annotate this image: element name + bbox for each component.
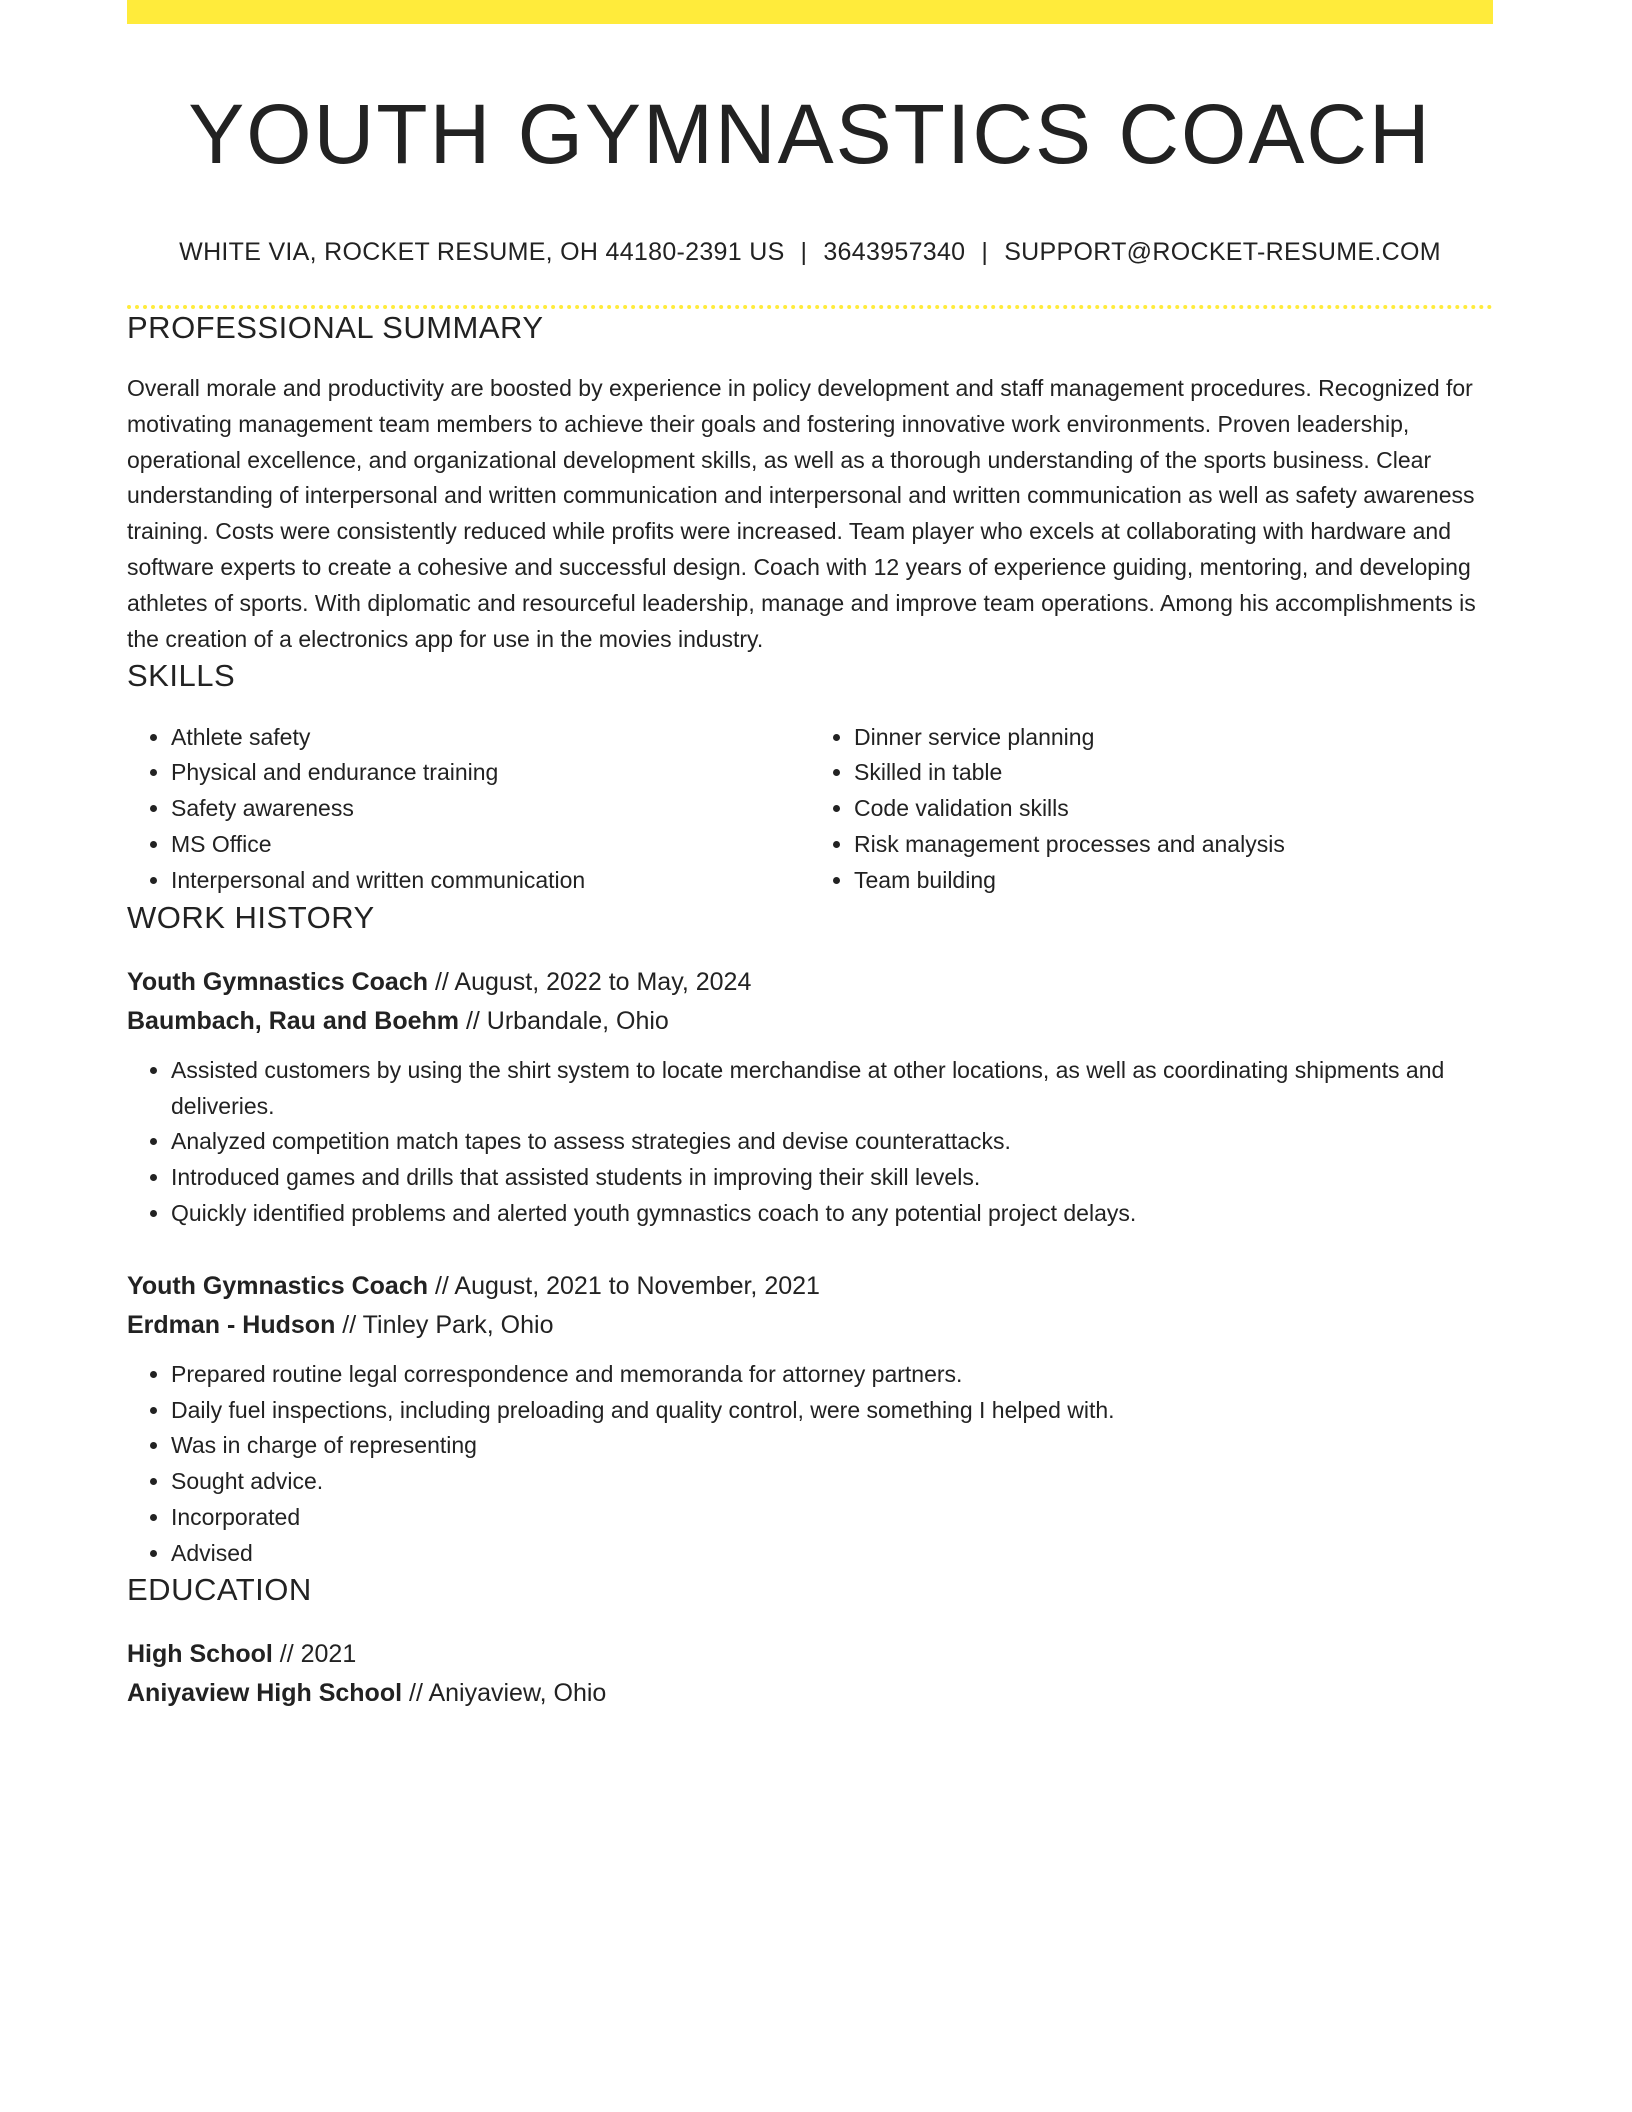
top-accent-bar (127, 0, 1493, 24)
list-item: • Incorporated (171, 1500, 1493, 1536)
skill-item: • Team building (854, 863, 1493, 899)
list-item: • Analyzed competition match tapes to assess strategies and devise counterattacks. (171, 1124, 1493, 1160)
skills-heading: SKILLS (127, 658, 236, 694)
job-location: // Tinley Park, Ohio (335, 1310, 554, 1339)
list-item: • Daily fuel inspections, including preloading and quality control, were something I helped with. (171, 1393, 1493, 1429)
contact-email: SUPPORT@ROCKET-RESUME.COM (1004, 237, 1441, 266)
summary-heading: PROFESSIONAL SUMMARY (127, 309, 544, 345)
skills-column-left (127, 720, 810, 899)
contact-phone: 3643957340 (823, 237, 966, 266)
list-item: • Quickly identified problems and alerted youth gymnastics coach to any potential project delays. (171, 1196, 1493, 1232)
contact-address: WHITE VIA, ROCKET RESUME, OH 44180-2391 US (179, 237, 785, 266)
work-history-heading: WORK HISTORY (127, 899, 375, 935)
skills-column-right (810, 720, 1493, 899)
list-item: • Assisted customers by using the shirt system to locate merchandise at other locations, as well as coordinating shipments and deliveries. (171, 1053, 1493, 1125)
job-bullets (127, 1053, 1493, 1232)
list-item: • Advised (171, 1536, 1493, 1572)
list-item: • Introduced games and drills that assisted students in improving their skill levels. (171, 1160, 1493, 1196)
summary-text: Overall morale and productivity are boosted by experience in policy development and staff management procedures. Recognized for motivating management team members to achieve their goals and fostering innovative work environments. Proven leadership, operational excellence, and organizational development skills, as well as a thorough understanding of the sports business. Clear understanding of interpersonal and written communication and interpersonal and written communication as well as safety awareness training. Costs were consistently reduced while profits were increased. Team player who excels at collaborating with hardware and software experts to create a cohesive and successful design. Coach with 12 years of experience guiding, mentoring, and developing athletes of sports. With diplomatic and resourceful leadership, manage and improve team operations. Among his accomplishments is the creation of a electronics app for use in the movies industry. (127, 374, 1476, 652)
list-item: • Was in charge of representing (171, 1428, 1493, 1464)
education-location: // Aniyaview, Ohio (402, 1678, 607, 1707)
resume-page (127, 0, 1493, 1713)
skill-item: • Risk management processes and analysis (854, 827, 1493, 863)
job-bullets (127, 1357, 1493, 1572)
page-title: YOUTH GYMNASTICS COACH (188, 87, 1432, 181)
skill-item: • Interpersonal and written communication (171, 863, 810, 899)
education-school-line (127, 1674, 1493, 1713)
contact-line (127, 237, 1493, 267)
job-company: Baumbach, Rau and Boehm (127, 1006, 459, 1035)
education-heading: EDUCATION (127, 1572, 312, 1608)
job-role: Youth Gymnastics Coach (127, 967, 428, 996)
job-title-line (127, 1267, 1493, 1306)
contact-separator: | (981, 237, 989, 266)
list-item: • Sought advice. (171, 1464, 1493, 1500)
education-degree: High School (127, 1639, 273, 1668)
skills-grid (127, 720, 1493, 899)
job-company-line (127, 1306, 1493, 1345)
job-dates: // August, 2021 to November, 2021 (428, 1271, 820, 1300)
job-dates: // August, 2022 to May, 2024 (428, 967, 752, 996)
list-item: • Prepared routine legal correspondence and memoranda for attorney partners. (171, 1357, 1493, 1393)
job-company: Erdman - Hudson (127, 1310, 336, 1339)
job-role: Youth Gymnastics Coach (127, 1271, 428, 1300)
contact-separator: | (800, 237, 808, 266)
education-school: Aniyaview High School (127, 1678, 403, 1707)
skill-item: • Skilled in table (854, 755, 1493, 791)
education-year: // 2021 (272, 1639, 357, 1668)
skill-item: • Code validation skills (854, 791, 1493, 827)
skill-item: • Safety awareness (171, 791, 810, 827)
education-degree-line (127, 1635, 1493, 1674)
job-company-line (127, 1002, 1493, 1041)
job-title-line (127, 963, 1493, 1002)
skill-item: • MS Office (171, 827, 810, 863)
skill-item: • Dinner service planning (854, 720, 1493, 756)
job-location: // Urbandale, Ohio (459, 1006, 669, 1035)
skill-item: • Athlete safety (171, 720, 810, 756)
skill-item: • Physical and endurance training (171, 755, 810, 791)
